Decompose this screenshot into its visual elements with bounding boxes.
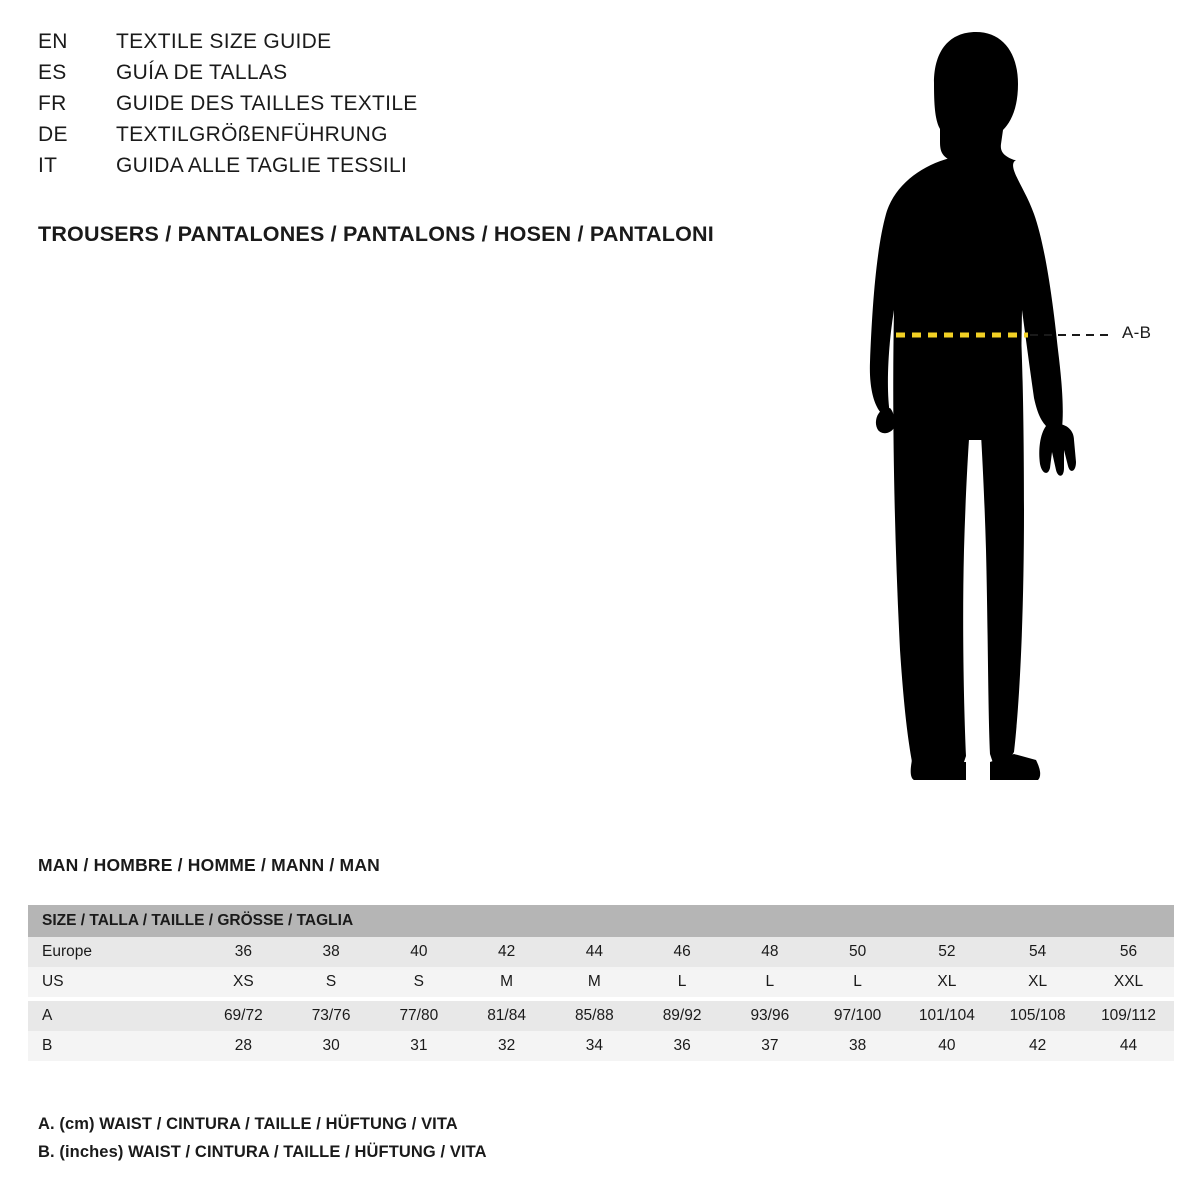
cell: 89/92 — [638, 1001, 726, 1031]
language-code: FR — [38, 92, 67, 115]
cell: L — [726, 967, 814, 997]
cell: XL — [901, 967, 992, 997]
gender-section-label: MAN / HOMBRE / HOMME / MANN / MAN — [38, 855, 380, 875]
cell: 38 — [287, 937, 375, 967]
cell: 85/88 — [550, 1001, 638, 1031]
male-silhouette-icon — [790, 10, 1190, 810]
table-row — [28, 937, 1174, 967]
language-code: ES — [38, 61, 67, 84]
cell: 77/80 — [375, 1001, 463, 1031]
language-row — [38, 92, 798, 123]
language-row — [38, 30, 798, 61]
cell: 81/84 — [463, 1001, 551, 1031]
cell: 28 — [199, 1031, 287, 1061]
row-label: B — [28, 1031, 199, 1061]
cell: 38 — [814, 1031, 902, 1061]
language-row — [38, 154, 798, 185]
cell: 44 — [550, 937, 638, 967]
cell: S — [375, 967, 463, 997]
cell: 52 — [901, 937, 992, 967]
cell: 101/104 — [901, 1001, 992, 1031]
language-code: DE — [38, 123, 68, 146]
cell: 54 — [992, 937, 1083, 967]
cell: XXL — [1083, 967, 1174, 997]
size-table — [28, 905, 1174, 1061]
language-text: TEXTILE SIZE GUIDE — [116, 30, 332, 53]
cell: 73/76 — [287, 1001, 375, 1031]
cell: L — [814, 967, 902, 997]
cell: S — [287, 967, 375, 997]
cell: 44 — [1083, 1031, 1174, 1061]
cell: 34 — [550, 1031, 638, 1061]
cell: L — [638, 967, 726, 997]
cell: 56 — [1083, 937, 1174, 967]
cell: 109/112 — [1083, 1001, 1174, 1031]
cell: 48 — [726, 937, 814, 967]
row-label: Europe — [28, 937, 199, 967]
language-text: GUÍA DE TALLAS — [116, 61, 288, 84]
table-row — [28, 1001, 1174, 1031]
cell: 32 — [463, 1031, 551, 1061]
table-header-label: SIZE / TALLA / TAILLE / GRÖSSE / TAGLIA — [28, 905, 1174, 937]
table-row — [28, 1031, 1174, 1061]
cell: 97/100 — [814, 1001, 902, 1031]
language-text: GUIDE DES TAILLES TEXTILE — [116, 92, 418, 115]
footnote-b: B. (inches) WAIST / CINTURA / TAILLE / HÜFTUNG / VITA — [38, 1143, 487, 1161]
measure-label-ab: A-B — [1122, 323, 1152, 342]
language-row — [38, 61, 798, 92]
language-code: IT — [38, 154, 58, 177]
cell: 46 — [638, 937, 726, 967]
cell: 105/108 — [992, 1001, 1083, 1031]
cell: 40 — [901, 1031, 992, 1061]
footnotes — [38, 1110, 487, 1166]
footnote-a: A. (cm) WAIST / CINTURA / TAILLE / HÜFTUNG / VITA — [38, 1115, 458, 1133]
language-text: GUIDA ALLE TAGLIE TESSILI — [116, 154, 408, 177]
cell: M — [463, 967, 551, 997]
table-row — [28, 967, 1174, 997]
cell: XL — [992, 967, 1083, 997]
cell: 93/96 — [726, 1001, 814, 1031]
language-row — [38, 123, 798, 154]
cell: 40 — [375, 937, 463, 967]
row-label: A — [28, 1001, 199, 1031]
cell: 42 — [992, 1031, 1083, 1061]
garment-type-title: TROUSERS / PANTALONES / PANTALONS / HOSEN / PANTALONI — [38, 222, 714, 246]
cell: M — [550, 967, 638, 997]
row-label: US — [28, 967, 199, 997]
cell: 36 — [638, 1031, 726, 1061]
language-list — [38, 30, 798, 185]
cell: 37 — [726, 1031, 814, 1061]
cell: 69/72 — [199, 1001, 287, 1031]
cell: XS — [199, 967, 287, 997]
cell: 30 — [287, 1031, 375, 1061]
language-text: TEXTILGRÖßENFÜHRUNG — [116, 123, 388, 146]
cell: 36 — [199, 937, 287, 967]
cell: 50 — [814, 937, 902, 967]
body-figure — [790, 10, 1190, 810]
table-header-row — [28, 905, 1174, 937]
cell: 31 — [375, 1031, 463, 1061]
cell: 42 — [463, 937, 551, 967]
language-code: EN — [38, 30, 68, 53]
